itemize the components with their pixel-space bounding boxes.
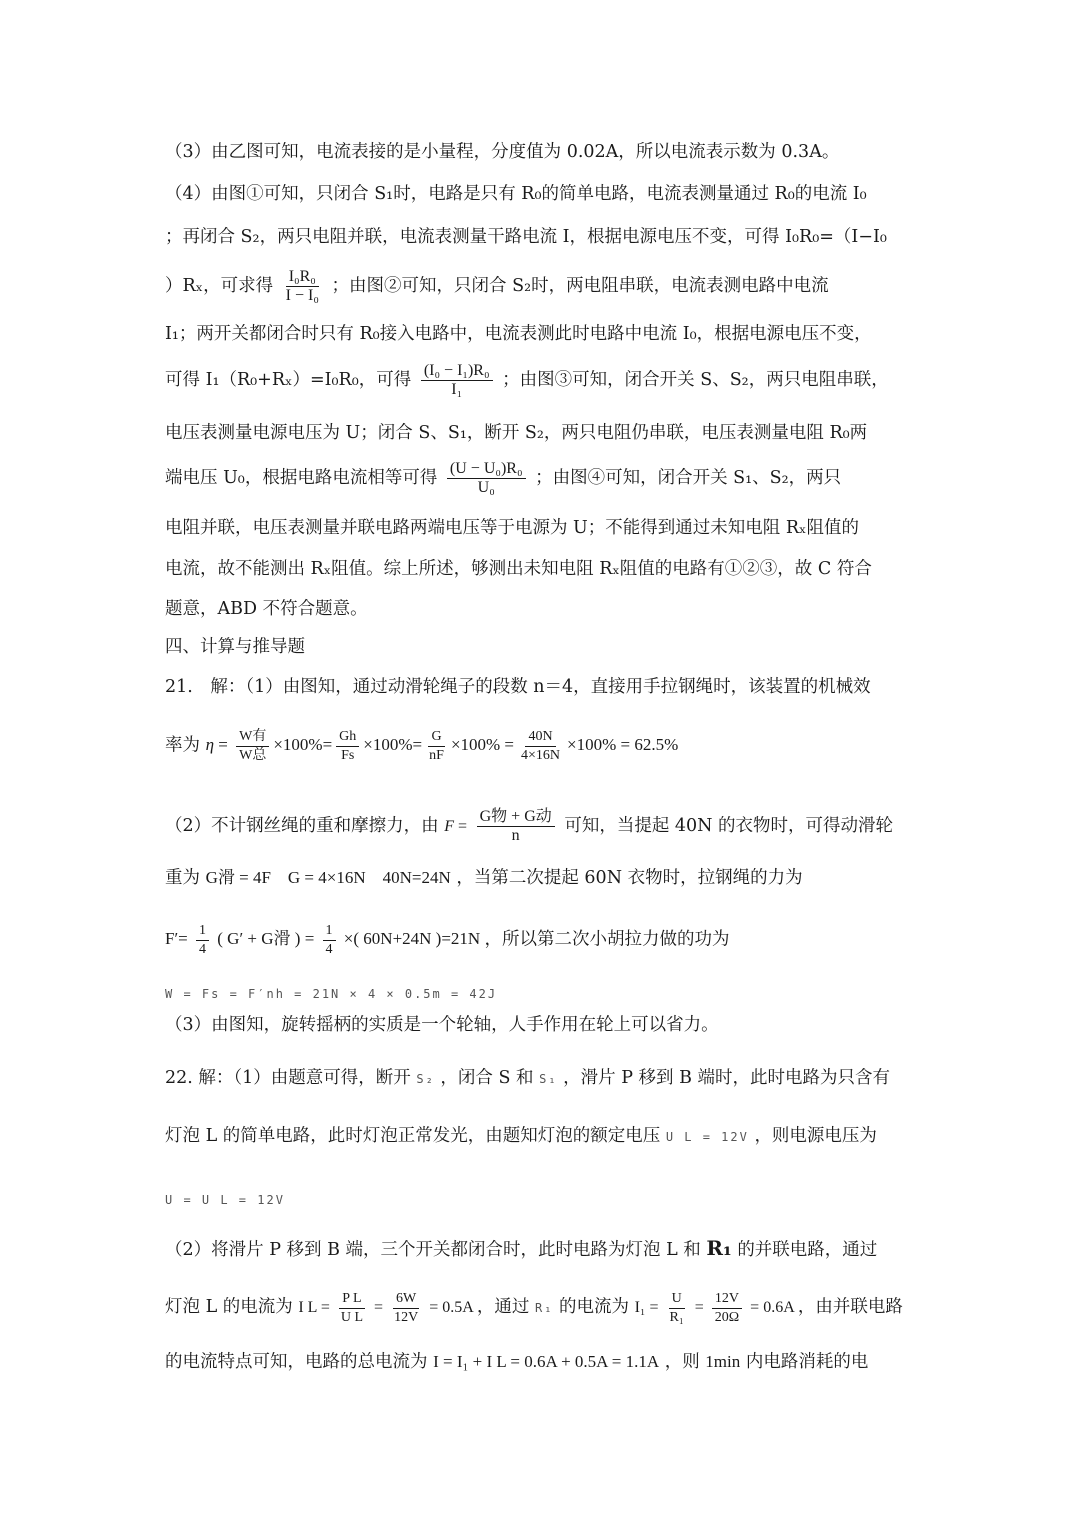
text-line-8: 端电压 U₀，根据电路电流相等可得 $\frac{\text{(U − U₀)R₀}}{\text{U₀}}$ ；由图④可知，闭合开关 S₁、S₂，两只 bbox=[165, 460, 842, 496]
text-line-4: ）Rₓ，可求得 $\frac{\text{I₀R₀}}{\text{I − I₀}}$ ；由图②可知，只闭合 S₂时，两电阻串联，电流表测电路中电流 bbox=[165, 268, 829, 304]
text-line-16: 重为 G滑 = 4F G = 4×16N 40N=24N ，当第二次提起 60N 衣物时，拉钢绳的力为 bbox=[165, 868, 803, 888]
text-line-19: （3）由图知，旋转摇柄的实质是一个轮轴，人手作用在轮上可以省力。 bbox=[165, 1015, 719, 1035]
rx-formula-2: $\frac{\text{(I₀ − I₁)R₀}}{\text{I₁}}$ bbox=[421, 362, 493, 399]
efficiency-line: 率为 η = $\frac{\text{W有}}{\text{W总}}$ ×100%= $\frac{Gh}{Fs}$ ×100%= $\frac{G}{nF}$ ×100% = $\frac{40N}{4\times 16N}$ ×100% = 62.5% bbox=[165, 729, 679, 763]
text-line-6: 可得 I₁（R₀+Rₓ）=I₀R₀，可得 $\frac{\text{(I₀ − I₁)R₀}}{\text{I₁}}$ ；由图③可知，闭合开关 S、S₂，两只电阻串联， bbox=[165, 362, 889, 398]
text-line-21: 灯泡 L 的简单电路，此时灯泡正常发光，由题知灯泡的额定电压 U L = 12V ，则电源电压为 bbox=[165, 1126, 877, 1146]
text-line-15: （2）不计钢丝绳的重和摩擦力，由 F = $\frac{\text{G物 + G动}}{n}$ 可知，当提起 40N 的衣物时，可得动滑轮 bbox=[165, 808, 894, 844]
text-line-23: （2）将滑片 P 移到 B 端，三个开关都闭合时，此时电路为灯泡 L 和 R₁ 的并联电路，通过 bbox=[165, 1236, 878, 1260]
work-formula: W = Fs = F′nh = 21N × 4 × 0.5m = 42J bbox=[165, 987, 498, 1001]
text-line-10: 电流，故不能测出 Rₓ阻值。综上所述，够测出未知电阻 Rₓ阻值的电路有①②③，故 C 符合 bbox=[165, 559, 872, 579]
second-force-formula: F′= $\frac{1}{4}$ ( G′ + G滑 ) = $\frac{1}{4}$ ×( 60N+24N )=21N bbox=[165, 923, 481, 957]
text-line-7: 电压表测量电源电压为 U；闭合 S、S₁，断开 S₂，两只电阻仍串联，电压表测量电阻 R₀两 bbox=[165, 423, 868, 443]
text-line-11: 题意，ABD 不符合题意。 bbox=[165, 599, 368, 619]
efficiency-formula: η = $\frac{\text{W有}}{\text{W总}}$ ×100%= $\frac{Gh}{Fs}$ ×100%= $\frac{G}{nF}$ ×100% = $\frac{40N}{4\times 16N}$ ×100% = 62.5% bbox=[205, 729, 679, 763]
text-line-24: 灯泡 L 的电流为 I L = $\frac{\text{P L}}{\text{U L}}$ = $\frac{6W}{12V}$ = 0.5A ，通过 R₁ 的电流为 I₁ = $\frac{U}{\text{R₁}}$ = $\frac{12V}{20\Omega}$ = 0.6A ，由并联电路 bbox=[165, 1291, 903, 1325]
rx-formula-3: $\frac{\text{(U − U₀)R₀}}{\text{U₀}}$ bbox=[447, 460, 526, 497]
text-line-17: F′= $\frac{1}{4}$ ( G′ + G滑 ) = $\frac{1}{4}$ ×( 60N+24N )=21N ，所以第二次小胡拉力做的功为 bbox=[165, 923, 730, 957]
rx-formula-1: $\frac{\text{I₀R₀}}{\text{I − I₀}}$ bbox=[285, 268, 319, 304]
text-line-9: 电阻并联，电压表测量并联电路两端电压等于电源为 U；不能得到通过未知电阻 Rₓ阻值的 bbox=[165, 518, 859, 538]
text-line-1: （3）由乙图可知，电流表接的是小量程，分度值为 0.02A，所以电流表示数为 0.3A。 bbox=[165, 142, 840, 162]
text-line-25: 的电流特点可知，电路的总电流为 I = I₁ + I L = 0.6A + 0.5A = 1.1A ，则 1min 内电路消耗的电 bbox=[165, 1352, 869, 1372]
text-line-3: ；再闭合 S₂，两只电阻并联，电流表测量干路电流 I，根据电源电压不变，可得 I₀R₀=（I−I₀ bbox=[165, 227, 887, 247]
source-voltage-formula: U = U L = 12V bbox=[165, 1193, 285, 1207]
text-line-5: I₁；两开关都闭合时只有 R₀接入电路中，电流表测此时电路中电流 I₀，根据电源电压不变， bbox=[165, 324, 872, 344]
text-line-13: 21. 解：（1）由图知，通过动滑轮绳子的段数 n＝4，直接用手拉钢绳时，该装置的机械效 bbox=[165, 677, 871, 697]
force-formula: $\frac{\text{G物 + G动}}{n}$ bbox=[477, 808, 555, 845]
pulley-weight-formula: G滑 = 4F G = 4×16N 40N=24N bbox=[205, 868, 451, 887]
text-line-20: 22. 解：（1）由题意可得，断开 S₂ ，闭合 S 和 S₁ ，滑片 P 移到 B 端时，此时电路为只含有 bbox=[165, 1068, 891, 1088]
section-heading: 四、计算与推导题 bbox=[165, 637, 305, 657]
text-line-2: （4）由图①可知，只闭合 S₁时，电路是只有 R₀的简单电路，电流表测量通过 R₀的电流 I₀ bbox=[165, 184, 867, 204]
